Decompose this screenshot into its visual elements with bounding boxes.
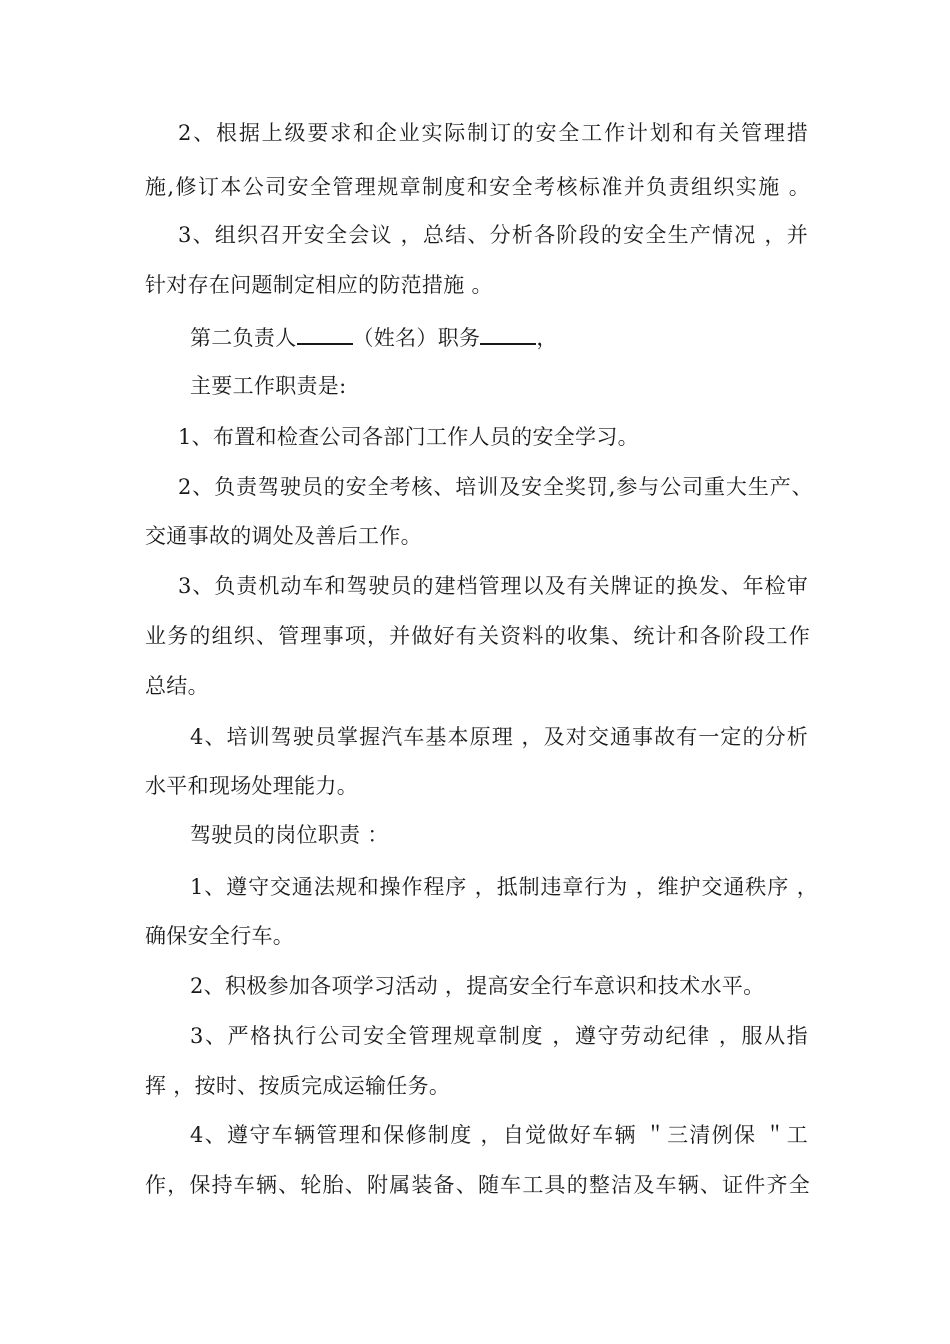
paragraph-line: 1、遵守交通法规和操作程序 ，抵制违章行为 ，维护交通秩序 ， <box>190 875 818 899</box>
name-blank <box>297 321 353 345</box>
position-blank <box>480 321 536 345</box>
paragraph-line: 3、严格执行公司安全管理规章制度 ，遵守劳动纪律 ，服从指 <box>190 1024 808 1048</box>
paragraph-line: 针对存在问题制定相应的防范措施 。 <box>145 273 493 297</box>
paragraph-line: 4、培训驾驶员掌握汽车基本原理 ，及对交通事故有一定的分析 <box>190 725 808 749</box>
paragraph-line: 1、布置和检查公司各部门工作人员的安全学习。 <box>178 425 639 449</box>
paragraph-line: 交通事故的调处及善后工作。 <box>145 524 422 548</box>
trailing-comma: ， <box>536 326 558 350</box>
paragraph-line: 3、组织召开安全会议 ，总结、分析各阶段的安全生产情况 ，并 <box>178 223 808 247</box>
name-hint: （姓名）职务 <box>352 326 481 350</box>
paragraph-line: 3、负责机动车和驾驶员的建档管理以及有关牌证的换发、年检审 <box>178 574 808 598</box>
paragraph-line: 2、根据上级要求和企业实际制订的安全工作计划和有关管理措 <box>178 121 808 145</box>
paragraph-line: 4、遵守车辆管理和保修制度 ，自觉做好车辆 ＂三清例保 ＂工 <box>190 1123 808 1147</box>
paragraph-line: 作，保持车辆、轮胎、附属装备、随车工具的整洁及车辆、证件齐全 <box>145 1173 810 1197</box>
paragraph-line: 总结。 <box>145 674 209 698</box>
paragraph-line: 2、负责驾驶员的安全考核、培训及安全奖罚,参与公司重大生产、 <box>178 475 813 499</box>
section-heading: 主要工作职责是: <box>190 374 347 398</box>
paragraph-line: 水平和现场处理能力。 <box>145 774 358 798</box>
section-heading: 驾驶员的岗位职责 ： <box>190 823 389 847</box>
paragraph-line: 挥 ，按时、按质完成运输任务。 <box>145 1074 451 1098</box>
second-responsible-line <box>190 321 558 353</box>
paragraph-line: 施,修订本公司安全管理规章制度和安全考核标准并负责组织实施 。 <box>145 175 810 199</box>
paragraph-line: 2、积极参加各项学习活动 ，提高安全行车意识和技术水平。 <box>190 974 765 998</box>
paragraph-line: 确保安全行车。 <box>145 924 295 948</box>
paragraph-line: 业务的组织、管理事项，并做好有关资料的收集、统计和各阶段工作 <box>145 624 810 648</box>
second-person-label: 第二负责人 <box>190 326 297 350</box>
